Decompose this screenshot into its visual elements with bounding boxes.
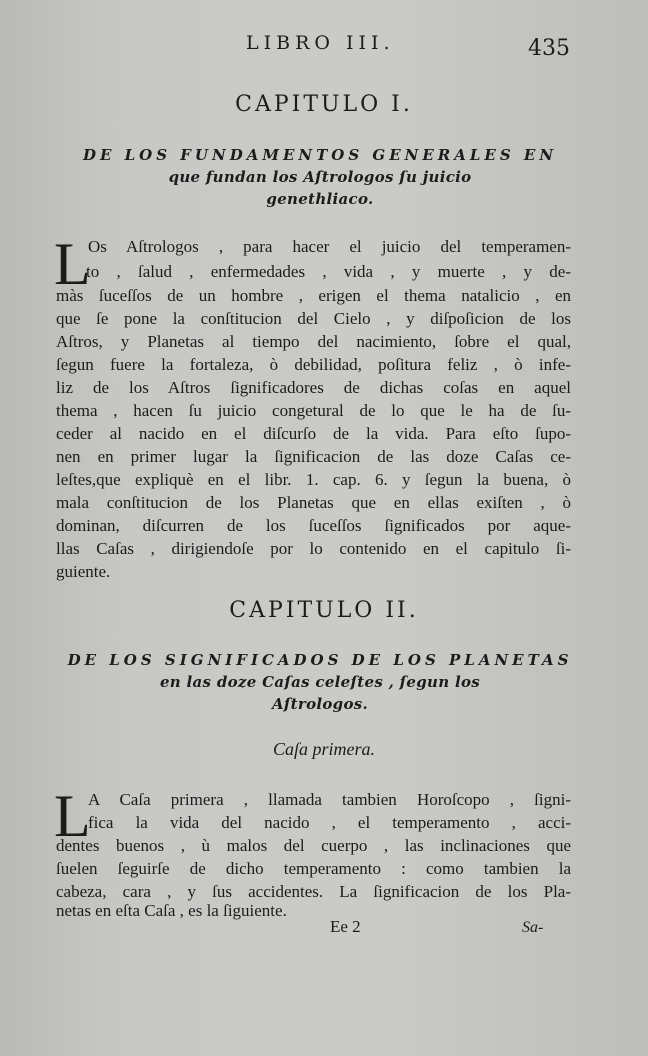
chapter-1-line: thema , hacen ſu juicio congetural de lo que le ha de ſu- bbox=[56, 401, 571, 420]
chapter-1-line: dominan, diſcurren de los ſuceſſos ſignificados por aque- bbox=[56, 516, 571, 535]
chapter-2-drop-cap: L bbox=[54, 783, 91, 849]
running-head: LIBRO III. bbox=[246, 32, 395, 54]
chapter-1-line: ſegun fuere la fortaleza, ò debilidad, poſitura feliz , ò infe- bbox=[56, 355, 571, 374]
section-title: Caſa primera. bbox=[272, 739, 375, 759]
chapter-2-line: ſuelen ſeguirſe de dicho temperamento : como tambien la bbox=[56, 859, 571, 878]
chapter-2-title: CAPITULO II. bbox=[229, 598, 419, 623]
signature-mark: Ee 2 bbox=[330, 917, 361, 936]
chapter-1-line: ceder al nacido en el diſcurſo de la vida. Para eſto ſupo- bbox=[56, 424, 571, 443]
chapter-2-line: dentes buenos , ù malos del cuerpo , las inclinaciones que bbox=[56, 836, 571, 855]
chapter-2-line: cabeza, cara , y ſus accidentes. La ſignificacion de los Pla- bbox=[56, 882, 571, 901]
chapter-2-line: fica la vida del nacido , el temperamento , acci- bbox=[88, 813, 571, 832]
chapter-1-drop-cap: L bbox=[54, 231, 91, 297]
chapter-1-subtitle-line-3: genethliaco. bbox=[266, 190, 374, 208]
chapter-1-line: leſtes,que expliquè en el libr. 1. cap. 6. y ſegun la buena, ò bbox=[56, 470, 571, 489]
chapter-1-line: Os Aſtrologos , para hacer el juicio del temperamen- bbox=[88, 237, 571, 256]
chapter-2-line: netas en eſta Caſa , es la ſiguiente. bbox=[56, 901, 287, 920]
chapter-1-title: CAPITULO I. bbox=[235, 92, 413, 117]
chapter-1-subtitle-line-2: que fundan los Aſtrologos ſu juicio bbox=[168, 168, 472, 186]
page-number: 435 bbox=[528, 36, 570, 61]
chapter-1-line: nen en primer lugar la ſignificacion de las doze Caſas ce- bbox=[56, 447, 571, 466]
chapter-1-line: liz de los Aſtros ſignificadores de dichas coſas en aquel bbox=[56, 378, 571, 397]
chapter-2-subtitle-line-1: DE LOS SIGNIFICADOS DE LOS PLANETAS bbox=[67, 651, 573, 669]
chapter-1-line: mala conſtitucion de los Planetas que en ellas exiſten , ò bbox=[56, 493, 571, 512]
chapter-1-line: to , ſalud , enfermedades , vida , y muerte , y de- bbox=[86, 262, 571, 281]
chapter-2-subtitle-line-2: en las doze Caſas celeſtes , ſegun los bbox=[159, 673, 481, 691]
chapter-1-line: màs ſuceſſos de un hombre , erigen el thema natalicio , en bbox=[56, 286, 571, 305]
chapter-1-subtitle-line-1: DE LOS FUNDAMENTOS GENERALES EN bbox=[82, 146, 558, 164]
chapter-2-subtitle-line-3: Aſtrologos. bbox=[271, 695, 369, 713]
chapter-2-line: A Caſa primera , llamada tambien Horoſcopo , ſigni- bbox=[88, 790, 571, 809]
chapter-1-line: Aſtros, y Planetas al tiempo del nacimiento, ſobre el qual, bbox=[56, 332, 571, 351]
chapter-1-line: que ſe pone la conſtitucion del Cielo , y diſpoſicion de los bbox=[56, 309, 571, 328]
catchword: Sa- bbox=[522, 919, 544, 936]
chapter-1-line: guiente. bbox=[56, 562, 111, 581]
chapter-1-line: llas Caſas , dirigiendoſe por lo contenido en el capitulo ſi- bbox=[56, 539, 571, 558]
